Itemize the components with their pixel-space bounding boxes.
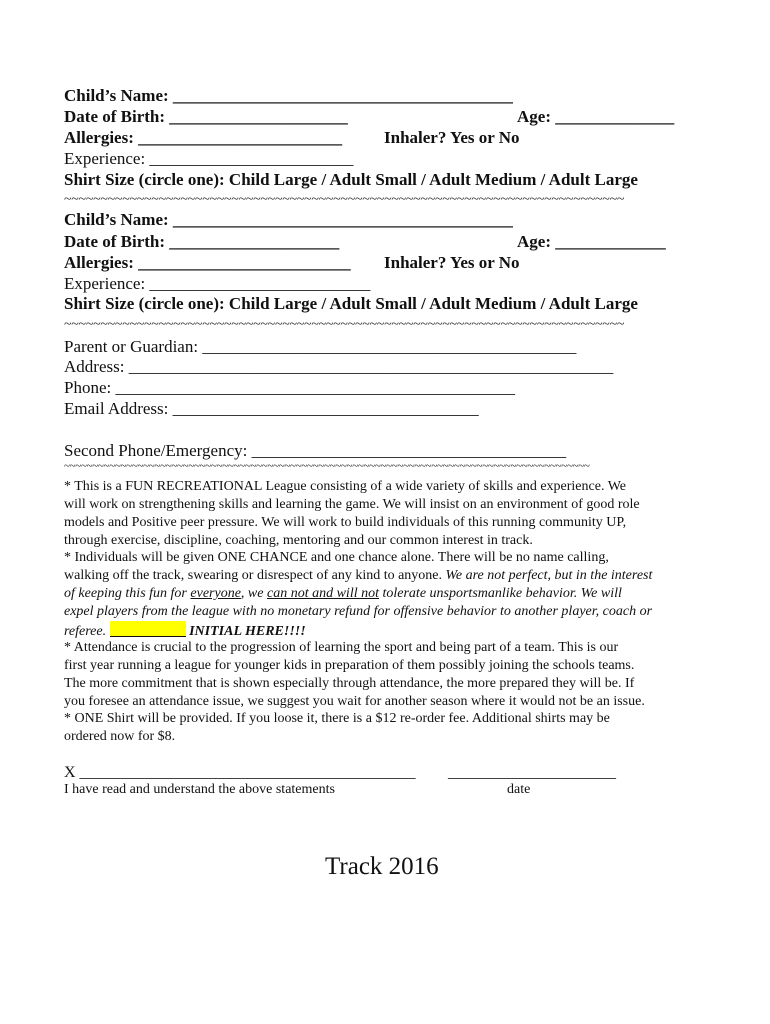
paragraph-line: * This is a FUN RECREATIONAL League consisting of a wide variety of skills and experience. We (64, 479, 626, 494)
divider: ~~~~~~~~~~~~~~~~~~~~~~~~~~~~~~~~~~~~~~~~~~~~~~~~~~~~~~~~~~~~~~~~~~~~~~~~~~~~~~~~~~~~~~~~~~~~~ (64, 460, 590, 472)
paragraph-line: through exercise, discipline, coaching, mentoring and our common interest in track. (64, 533, 533, 548)
divider: ~~~~~~~~~~~~~~~~~~~~~~~~~~~~~~~~~~~~~~~~~~~~~~~~~~~~~~~~~~~~~~~~~~~~~~~~~~~~~ (64, 192, 625, 207)
child2-inhaler-field[interactable]: Inhaler? Yes or No (384, 253, 520, 272)
paragraph-line (64, 621, 714, 639)
paragraph-line: first year running a league for younger kids in preparation of them possibly joining the schools teams. (64, 658, 635, 673)
signature-line[interactable]: X __________________________________________ (64, 764, 416, 781)
child1-age-field[interactable]: Age: ______________ (517, 107, 675, 126)
paragraph-line: * ONE Shirt will be provided. If you loose it, there is a $12 re-order fee. Additional shirts may be (64, 711, 610, 726)
initial-field[interactable] (110, 621, 186, 637)
text-span: walking off the track, swearing or disrespect of any kind to anyone. (64, 568, 446, 583)
paragraph-line: * Attendance is crucial to the progression of learning the sport and being part of a team. This is our (64, 640, 619, 655)
paragraph-line: models and Positive peer pressure. We will work to build individuals of this running community UP, (64, 515, 627, 530)
underlined-text: everyone (190, 586, 241, 601)
paragraph-line (64, 567, 714, 585)
attendance-paragraph (64, 639, 714, 711)
child2-age-field[interactable]: Age: _____________ (517, 232, 666, 251)
paragraph-line: will work on strengthening skills and learning the game. We will insist on an environment of good role (64, 497, 640, 512)
initial-here-label: INITIAL HERE!!!! (189, 624, 306, 639)
paragraph-line: expel players from the league with no monetary refund for offensive behavior to another player, coach or (64, 604, 653, 619)
underlined-text: can not and will not (266, 586, 379, 601)
second-phone-field[interactable]: Second Phone/Emergency: _____________________________________ (64, 441, 567, 460)
page-title: Track 2016 (325, 853, 439, 880)
child2-allergies-field[interactable]: Allergies: _________________________ (64, 253, 351, 272)
child2-dob-field[interactable]: Date of Birth: ____________________ (64, 232, 340, 251)
paragraph-line (64, 585, 714, 603)
league-description-paragraph (64, 478, 714, 550)
signature-statement: I have read and understand the above statements (64, 782, 335, 797)
date-label: date (507, 782, 531, 797)
phone-field[interactable]: Phone: _______________________________________________ (64, 378, 515, 397)
child1-shirt-size[interactable]: Shirt Size (circle one): Child Large / Adult Small / Adult Medium / Adult Large (64, 170, 638, 189)
child1-dob-field[interactable]: Date of Birth: _____________________ (64, 107, 348, 126)
text-span: , we (240, 586, 267, 601)
paragraph-line: you foresee an attendance issue, we suggest you wait for another season where it would not be an issue. (64, 694, 645, 709)
italic-text: We are not perfect, but in the interest (445, 568, 653, 583)
divider: ~~~~~~~~~~~~~~~~~~~~~~~~~~~~~~~~~~~~~~~~~~~~~~~~~~~~~~~~~~~~~~~~~~~~~~~~~~~~~ (64, 317, 625, 332)
child2-shirt-size[interactable]: Shirt Size (circle one): Child Large / Adult Small / Adult Medium / Adult Large (64, 294, 638, 313)
child2-experience-field[interactable]: Experience: __________________________ (64, 274, 371, 293)
address-field[interactable]: Address: _________________________________________________________ (64, 357, 614, 376)
paragraph-line: * Individuals will be given ONE CHANCE and one chance alone. There will be no name calling, (64, 550, 609, 565)
text-span: tolerate unsportsmanlike behavior. We will (378, 586, 622, 601)
child1-allergies-field[interactable]: Allergies: ________________________ (64, 128, 343, 147)
paragraph-line: ordered now for $8. (64, 729, 176, 744)
conduct-policy-paragraph (64, 549, 714, 639)
text-span: referee. (64, 624, 110, 639)
child1-experience-field[interactable]: Experience: ________________________ (64, 149, 354, 168)
parent-guardian-field[interactable]: Parent or Guardian: ____________________________________________ (64, 337, 577, 356)
text-span: of keeping this fun for (64, 586, 191, 601)
email-field[interactable]: Email Address: ____________________________________ (64, 399, 479, 418)
child2-name-field[interactable]: Child’s Name: ________________________________________ (64, 210, 513, 229)
child1-inhaler-field[interactable]: Inhaler? Yes or No (384, 128, 520, 147)
paragraph-line: The more commitment that is shown especially through attendance, the more prepared they will be. If (64, 676, 635, 691)
shirt-paragraph (64, 710, 714, 746)
child1-name-field[interactable]: Child’s Name: ________________________________________ (64, 86, 513, 105)
date-line[interactable]: _____________________ (448, 764, 616, 781)
